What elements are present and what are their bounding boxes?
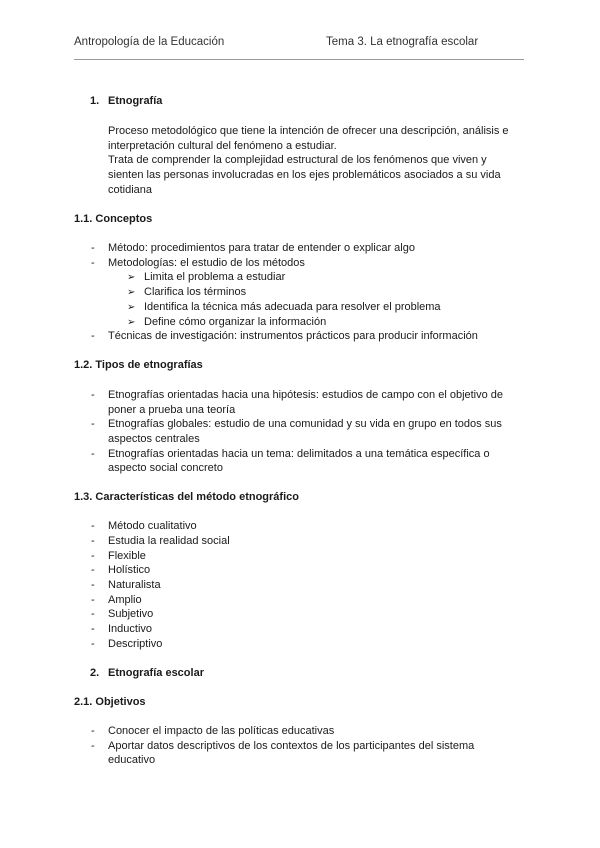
- bullet-dash: -: [91, 257, 95, 269]
- section-1-paragraph-line: sienten las personas involucradas en los ejes problemáticos asociados a su vida: [108, 169, 501, 181]
- list-item: Etnografías orientadas hacia una hipótesis: estudios de campo con el objetivo de: [108, 389, 504, 401]
- bullet-dash: -: [91, 550, 95, 562]
- list-item: Etnografías orientadas hacia un tema: delimitados a una temática específica o: [108, 448, 490, 460]
- bullet-dash: -: [91, 242, 95, 254]
- section-1-paragraph-line: cotidiana: [108, 184, 153, 196]
- list-item: Conocer el impacto de las políticas educativas: [108, 725, 335, 737]
- section-2-number: 2.: [90, 667, 100, 679]
- list-item: Flexible: [108, 550, 146, 562]
- list-item: Descriptivo: [108, 638, 163, 650]
- section-1-paragraph-line: Trata de comprender la complejidad estructural de los fenómenos que viven y: [108, 154, 487, 166]
- bullet-dash: -: [91, 594, 95, 606]
- section-1-paragraph-line: Proceso metodológico que tiene la intención de ofrecer una descripción, análisis e: [108, 125, 509, 137]
- section-2-title: Etnografía escolar: [108, 667, 204, 679]
- header-divider: [74, 59, 524, 60]
- sub-list-item: Limita el problema a estudiar: [144, 271, 286, 283]
- list-item: Técnicas de investigación: instrumentos prácticos para producir información: [108, 330, 478, 342]
- list-item: Aportar datos descriptivos de los contextos de los participantes del sistema: [108, 740, 475, 752]
- list-item: Método: procedimientos para tratar de entender o explicar algo: [108, 242, 415, 254]
- section-2-1-title: 2.1. Objetivos: [74, 696, 146, 708]
- list-item: Inductivo: [108, 623, 153, 635]
- bullet-dash: -: [91, 725, 95, 737]
- bullet-dash: -: [91, 740, 95, 752]
- sub-list-item: Define cómo organizar la información: [144, 316, 327, 328]
- section-1-title: Etnografía: [108, 95, 163, 107]
- bullet-dash: -: [91, 330, 95, 342]
- section-1-paragraph-line: interpretación cultural del fenómeno a estudiar.: [108, 140, 337, 152]
- bullet-dash: -: [91, 564, 95, 576]
- list-item: Subjetivo: [108, 608, 154, 620]
- bullet-dash: -: [91, 535, 95, 547]
- section-1-2-title: 1.2. Tipos de etnografías: [74, 359, 203, 371]
- list-item: Holístico: [108, 564, 151, 576]
- bullet-dash: -: [91, 638, 95, 650]
- list-item: Metodologías: el estudio de los métodos: [108, 257, 305, 269]
- header-topic-title: Tema 3. La etnografía escolar: [326, 36, 479, 48]
- list-item: Etnografías globales: estudio de una comunidad y su vida en grupo en todos sus: [108, 418, 502, 430]
- arrow-bullet-icon: ➢: [127, 317, 136, 328]
- bullet-dash: -: [91, 389, 95, 401]
- list-item: Método cualitativo: [108, 520, 197, 532]
- bullet-dash: -: [91, 418, 95, 430]
- arrow-bullet-icon: ➢: [127, 272, 136, 283]
- sub-list-item: Identifica la técnica más adecuada para resolver el problema: [144, 301, 441, 313]
- list-item-continuation: educativo: [108, 754, 156, 766]
- sub-list-item: Clarifica los términos: [144, 286, 247, 298]
- list-item: Estudia la realidad social: [108, 535, 230, 547]
- arrow-bullet-icon: ➢: [127, 302, 136, 313]
- list-item-continuation: aspectos centrales: [108, 433, 200, 445]
- list-item-continuation: aspecto social concreto: [108, 462, 223, 474]
- bullet-dash: -: [91, 608, 95, 620]
- header-course-title: Antropología de la Educación: [74, 36, 225, 48]
- list-item: Naturalista: [108, 579, 161, 591]
- arrow-bullet-icon: ➢: [127, 287, 136, 298]
- section-1-1-title: 1.1. Conceptos: [74, 213, 153, 225]
- bullet-dash: -: [91, 520, 95, 532]
- section-1-number: 1.: [90, 95, 100, 107]
- list-item: Amplio: [108, 594, 142, 606]
- bullet-dash: -: [91, 623, 95, 635]
- list-item-continuation: poner a prueba una teoría: [108, 404, 236, 416]
- section-1-3-title: 1.3. Características del método etnográfico: [74, 491, 299, 503]
- bullet-dash: -: [91, 579, 95, 591]
- bullet-dash: -: [91, 448, 95, 460]
